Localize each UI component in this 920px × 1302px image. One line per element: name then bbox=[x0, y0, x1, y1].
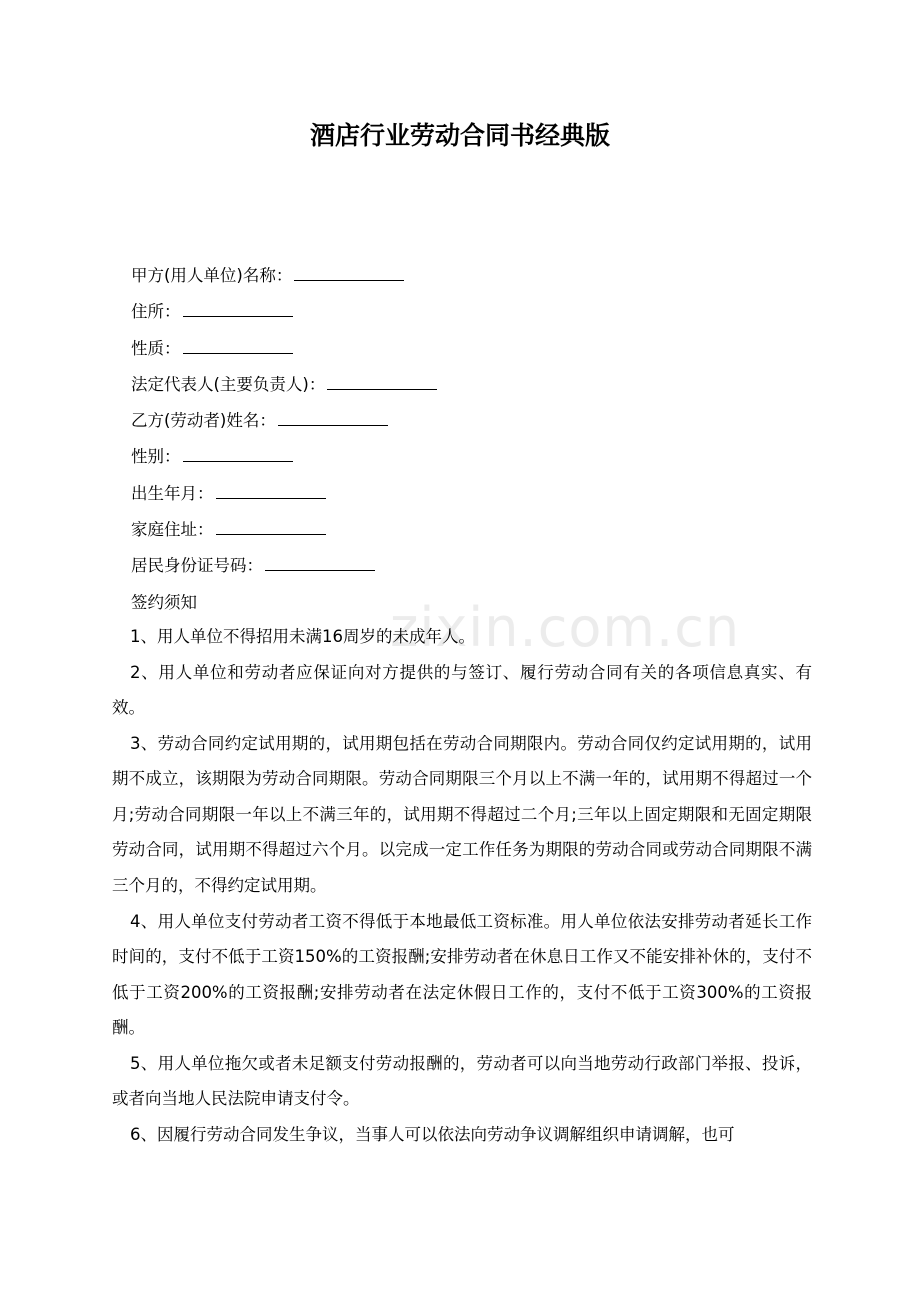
field-legal-representative bbox=[131, 367, 831, 403]
field-address bbox=[131, 294, 831, 330]
notice-paragraph: 4、用人单位支付劳动者工资不得低于本地最低工资标准。用人单位依法安排劳动者延长工作时间的，支付不低于工资150%的工资报酬;安排劳动者在休息日工作又不能安排补休的，支付不低于工资200%的工资报酬;安排劳动者在法定休假日工作的，支付不低于工资300%的工资报酬。 bbox=[112, 911, 812, 1038]
field-employee-name bbox=[131, 403, 831, 439]
field-label: 甲方(用人单位)名称： bbox=[131, 266, 293, 285]
field-label: 乙方(劳动者)姓名： bbox=[131, 411, 276, 431]
field-label: 法定代表人(主要负责人)： bbox=[131, 374, 326, 394]
notice-heading: 签约须知 bbox=[131, 592, 197, 612]
watermark: zixin.com.cn bbox=[390, 596, 741, 659]
field-blank-line bbox=[278, 411, 388, 426]
field-blank-line bbox=[183, 447, 293, 462]
field-home-address bbox=[131, 512, 831, 548]
field-blank-line bbox=[216, 520, 326, 535]
field-blank-line bbox=[183, 302, 293, 317]
field-label: 性别： bbox=[131, 447, 181, 467]
field-gender bbox=[131, 439, 831, 475]
notice-paragraph: 6、因履行劳动合同发生争议，当事人可以依法向劳动争议调解组织申请调解，也可 bbox=[130, 1124, 735, 1144]
field-id-number bbox=[131, 548, 831, 584]
contract-fields bbox=[131, 258, 831, 621]
notice-paragraph: 3、劳动合同约定试用期的，试用期包括在劳动合同期限内。劳动合同仅约定试用期的，试用期不成立，该期限为劳动合同期限。劳动合同期限三个月以上不满一年的，试用期不得超过一个月;劳动合同期限一年以上不满三年的，试用期不得超过二个月;三年以上固定期限和无固定期限劳动合同，试用期不得超过六个月。以完成一定工作任务为期限的劳动合同或劳动合同期限不满三个月的，不得约定试用期。 bbox=[112, 733, 812, 895]
field-label: 住所： bbox=[131, 302, 181, 322]
field-label: 居民身份证号码： bbox=[131, 556, 263, 576]
field-label: 家庭住址： bbox=[131, 520, 214, 540]
field-label: 出生年月： bbox=[131, 483, 214, 503]
field-blank-line bbox=[265, 556, 375, 571]
field-birth-date bbox=[131, 476, 831, 512]
field-label: 性质： bbox=[131, 338, 181, 358]
document-title: 酒店行业劳动合同书经典版 bbox=[309, 121, 610, 150]
notice-paragraph: 1、用人单位不得招用未满16周岁的未成年人。 bbox=[130, 627, 475, 646]
field-blank-line bbox=[294, 266, 404, 281]
notice-body bbox=[112, 619, 812, 1153]
field-employer-name bbox=[131, 258, 831, 294]
field-blank-line bbox=[216, 484, 326, 499]
field-nature bbox=[131, 331, 831, 367]
field-blank-line bbox=[183, 339, 293, 354]
notice-paragraph: 5、用人单位拖欠或者未足额支付劳动报酬的，劳动者可以向当地劳动行政部门举报、投诉，或者向当地人民法院申请支付令。 bbox=[112, 1053, 812, 1109]
field-blank-line bbox=[327, 375, 437, 390]
notice-paragraph: 2、用人单位和劳动者应保证向对方提供的与签订、履行劳动合同有关的各项信息真实、有效。 bbox=[112, 662, 812, 718]
